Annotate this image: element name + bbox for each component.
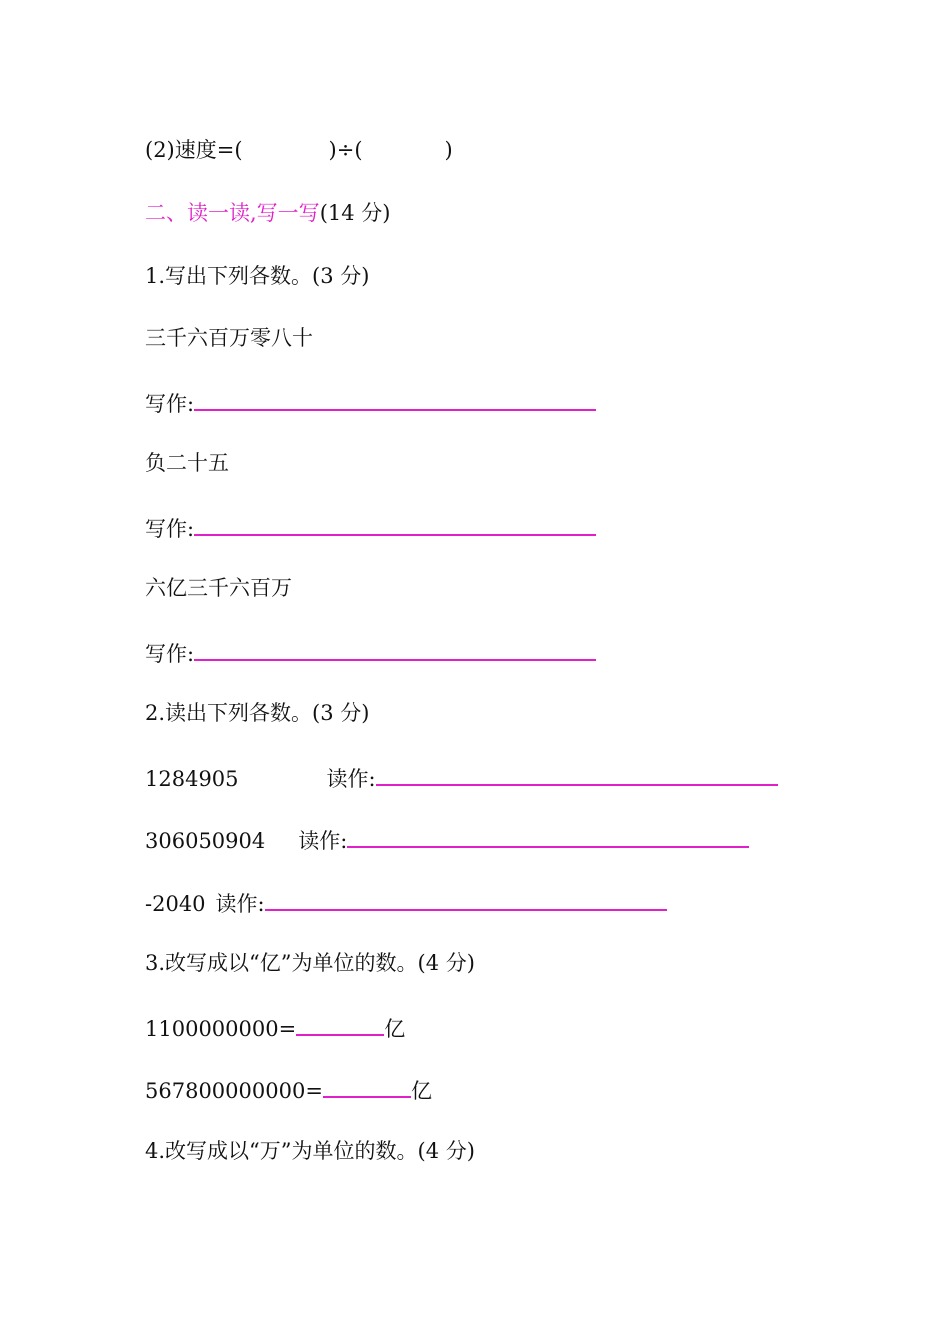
q3-item-1	[145, 1012, 405, 1043]
answer-blank[interactable]	[194, 387, 596, 411]
expression: 567800000000=	[145, 1079, 323, 1103]
formula-part-b: )÷(	[328, 138, 363, 162]
write-label: 写作:	[145, 517, 195, 541]
q1-item-2-answer	[145, 512, 596, 543]
q1-item-2-text: 负二十五	[145, 451, 229, 475]
unit-label: 亿	[384, 1017, 406, 1041]
section-2-score: (14 分)	[319, 201, 391, 225]
answer-blank[interactable]	[376, 762, 778, 786]
q2-item-3	[145, 887, 667, 918]
number-value: -2040	[145, 892, 206, 916]
answer-blank[interactable]	[347, 824, 749, 848]
answer-blank[interactable]	[194, 637, 596, 661]
q3-item-2	[145, 1074, 432, 1105]
read-label: 读作:	[298, 829, 348, 853]
answer-blank[interactable]	[323, 1074, 411, 1098]
write-label: 写作:	[145, 392, 195, 416]
question-1-title: 1.写出下列各数。(3 分)	[145, 264, 370, 288]
q1-item-1-answer	[145, 387, 596, 418]
q1-item-1-text: 三千六百万零八十	[145, 326, 313, 350]
question-3-title: 3.改写成以“亿”为单位的数。(4 分)	[145, 951, 475, 975]
answer-blank[interactable]	[265, 887, 667, 911]
question-4-title: 4.改写成以“万”为单位的数。(4 分)	[145, 1139, 475, 1163]
read-label: 读作:	[326, 767, 376, 791]
q1-item-3-answer	[145, 637, 596, 668]
number-value: 306050904	[145, 829, 266, 853]
unit-label: 亿	[410, 1079, 432, 1103]
expression: 1100000000=	[145, 1017, 297, 1041]
speed-formula	[145, 136, 453, 164]
q2-item-2	[145, 824, 749, 855]
write-label: 写作:	[145, 642, 195, 666]
number-value: 1284905	[145, 767, 239, 791]
formula-part-c: )	[444, 138, 453, 162]
read-label: 读作:	[215, 892, 265, 916]
q2-item-1	[145, 762, 778, 793]
section-2-heading	[145, 199, 390, 227]
q1-item-3-text: 六亿三千六百万	[145, 576, 292, 600]
answer-blank[interactable]	[296, 1012, 384, 1036]
formula-part-a: (2)速度=(	[145, 138, 243, 162]
answer-blank[interactable]	[194, 512, 596, 536]
question-2-title: 2.读出下列各数。(3 分)	[145, 701, 370, 725]
section-2-title: 二、读一读,写一写	[145, 201, 320, 225]
